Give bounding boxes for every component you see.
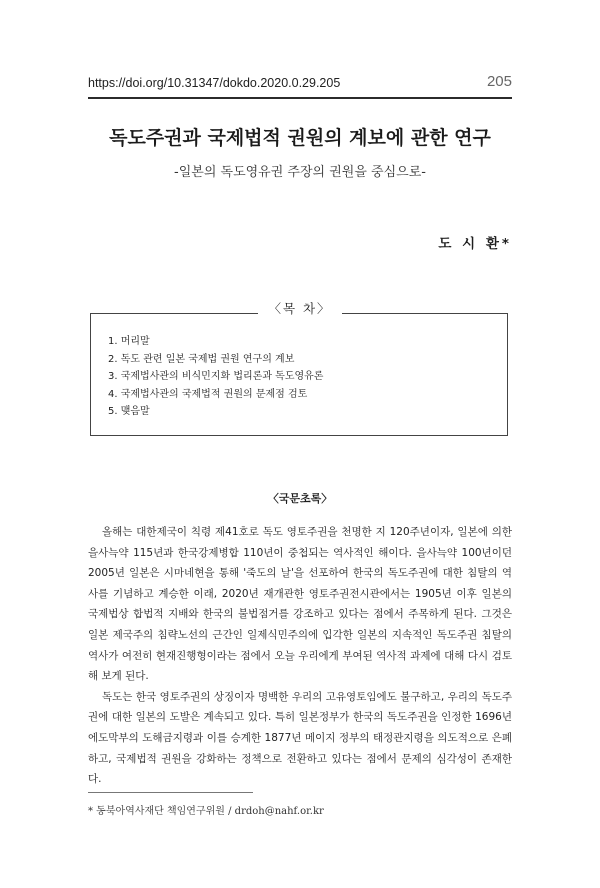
toc-item-4: 4. 국제법사관의 국제법적 권원의 문제점 검토: [108, 388, 308, 400]
article-title: 독도주권과 국제법적 권원의 계보에 관한 연구: [109, 127, 491, 149]
abstract-body: [88, 522, 512, 790]
page-number: 205: [486, 73, 512, 90]
toc-title-wrap: [0, 298, 600, 317]
abstract-paragraph-2: 독도는 한국 영토주권의 상징이자 명백한 우리의 고유영토임에도 불구하고, 우리의 독도주권에 대한 일본의 도발은 계속되고 있다. 특히 일본정부가 한국의 독도주권을 인정한 1696년 에도막부의 도해금지령과 이를 승계한 1877년 메이지 정부의 태정관지령을 의도적으로 은폐하고, 국제법적 권원을 강화하는 정책으로 전환하고 있다는 점에서 문제의 심각성이 존재한다.: [88, 690, 512, 786]
toc-item-1: 1. 머리말: [108, 336, 150, 347]
doi-link[interactable]: https://doi.org/10.31347/dokdo.2020.0.29.205: [88, 76, 341, 90]
footnote-divider: [88, 792, 253, 793]
toc-item-2: 2. 독도 관련 일본 국제법 권원 연구의 계보: [108, 353, 295, 365]
toc-title: 〈목 차〉: [258, 301, 341, 316]
abstract-paragraph-1: 올해는 대한제국이 칙령 제41호로 독도 영토주권을 천명한 지 120주년이자, 일본에 의한 을사늑약 115년과 한국강제병합 110년이 중첩되는 역사적인 해이다. 을사늑약 100년이던 2005년 일본은 시마네현을 통해 '죽도의 날'을 선포하여 한국의 독도주권에 대한 침탈의 역사를 기념하고 계승한 이래, 2020년 재개관한 영토주권전시관에서는 1905년 이후 일본의 국제법상 합법적 지배와 한국의 불법점거를 강조하고 있다는 점에서 주목하게 된다. 그것은 일본 제국주의 침략노선의 근간인 일제식민주의에 입각한 일본의 지속적인 독도주권 침탈의 역사가 여전히 현재진행형이라는 점에서 오늘 우리에게 부여된 역사적 과제에 대해 다시 검토해 보게 된다.: [88, 526, 512, 683]
toc-item-5: 5. 맺음말: [108, 406, 150, 417]
author-footnote: * 동북아역사재단 책임연구위원 / drdoh@nahf.or.kr: [88, 806, 324, 817]
article-subtitle: -일본의 독도영유권 주장의 권원을 중심으로-: [174, 165, 426, 180]
abstract-title: 〈국문초록〉: [267, 492, 333, 505]
header-divider: [88, 97, 512, 99]
toc-item-3: 3. 국제법사관의 비식민지화 법리론과 독도영유론: [108, 371, 324, 382]
toc-list: [108, 333, 323, 421]
author-name: 도 시 환*: [438, 236, 512, 252]
